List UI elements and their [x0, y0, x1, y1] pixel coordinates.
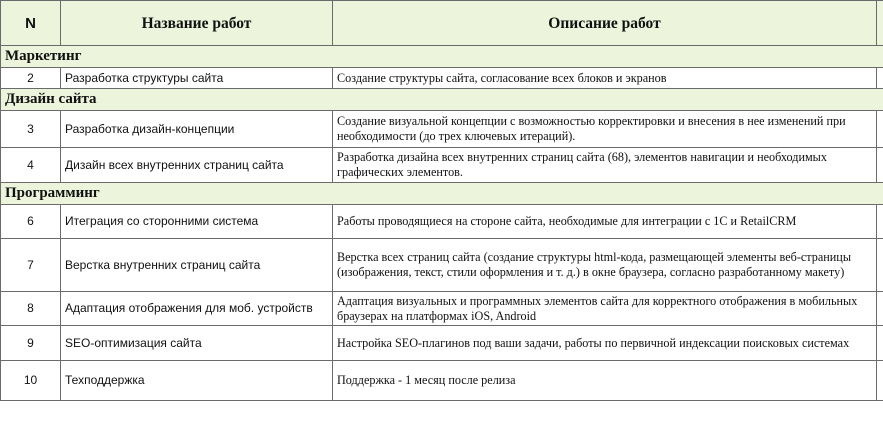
- row-desc: Адаптация визуальных и программных элементов сайта для корректного отображения в мобильных браузерах на платформах iOS, Android: [333, 292, 877, 326]
- section-row-programming: [1, 183, 883, 205]
- table-row: [1, 239, 883, 292]
- row-desc: Верстка всех страниц сайта (создание структуры html-кода, размещающей элементы веб-страницы (изображения, текст, стили оформления и т. д.) в окне браузера, согласно разработанному макету): [333, 239, 877, 292]
- row-name: SEO-оптимизация сайта: [61, 326, 333, 361]
- row-name: Техподдержка: [61, 361, 333, 401]
- row-name: Разработка структуры сайта: [61, 68, 333, 89]
- row-number: 6: [1, 205, 61, 239]
- row-desc: Создание визуальной концепции с возможностью корректировки и внесения в нее изменений при необходимости (до трех ключевых итераций).: [333, 111, 877, 148]
- row-number: 7: [1, 239, 61, 292]
- header-name: Название работ: [61, 1, 333, 46]
- section-title: Программинг: [1, 183, 883, 205]
- row-desc: Разработка дизайна всех внутренних страниц сайта (68), элементов навигации и необходимых графических элементов.: [333, 148, 877, 183]
- row-name: Разработка дизайн-концепции: [61, 111, 333, 148]
- table-row: [1, 205, 883, 239]
- row-extra: [877, 239, 883, 292]
- section-row-marketing: [1, 46, 883, 68]
- row-extra: [877, 326, 883, 361]
- row-extra: [877, 68, 883, 89]
- row-extra: [877, 205, 883, 239]
- row-extra: [877, 148, 883, 183]
- section-title: Маркетинг: [1, 46, 883, 68]
- row-desc: Поддержка - 1 месяц после релиза: [333, 361, 877, 401]
- row-extra: [877, 111, 883, 148]
- table-row: [1, 326, 883, 361]
- row-name: Адаптация отображения для моб. устройств: [61, 292, 333, 326]
- header-n: N: [1, 1, 61, 46]
- row-number: 2: [1, 68, 61, 89]
- row-number: 9: [1, 326, 61, 361]
- row-number: 8: [1, 292, 61, 326]
- table-row: [1, 68, 883, 89]
- row-name: Итеграция со сторонними система: [61, 205, 333, 239]
- header-extra: [877, 1, 883, 46]
- section-row-design: [1, 89, 883, 111]
- row-desc: Работы проводящиеся на стороне сайта, необходимые для интеграции с 1С и RetailCRM: [333, 205, 877, 239]
- table-row: [1, 292, 883, 326]
- table-row: [1, 148, 883, 183]
- header-desc: Описание работ: [333, 1, 877, 46]
- section-title: Дизайн сайта: [1, 89, 883, 111]
- row-name: Дизайн всех внутренних страниц сайта: [61, 148, 333, 183]
- row-number: 3: [1, 111, 61, 148]
- row-desc: Настройка SEO-плагинов под ваши задачи, работы по первичной индексации поисковых системах: [333, 326, 877, 361]
- row-number: 4: [1, 148, 61, 183]
- table-row: [1, 361, 883, 401]
- row-extra: [877, 292, 883, 326]
- row-extra: [877, 361, 883, 401]
- table-row: [1, 111, 883, 148]
- row-desc: Создание структуры сайта, согласование всех блоков и экранов: [333, 68, 877, 89]
- table-header-row: [1, 1, 883, 46]
- row-name: Верстка внутренних страниц сайта: [61, 239, 333, 292]
- row-number: 10: [1, 361, 61, 401]
